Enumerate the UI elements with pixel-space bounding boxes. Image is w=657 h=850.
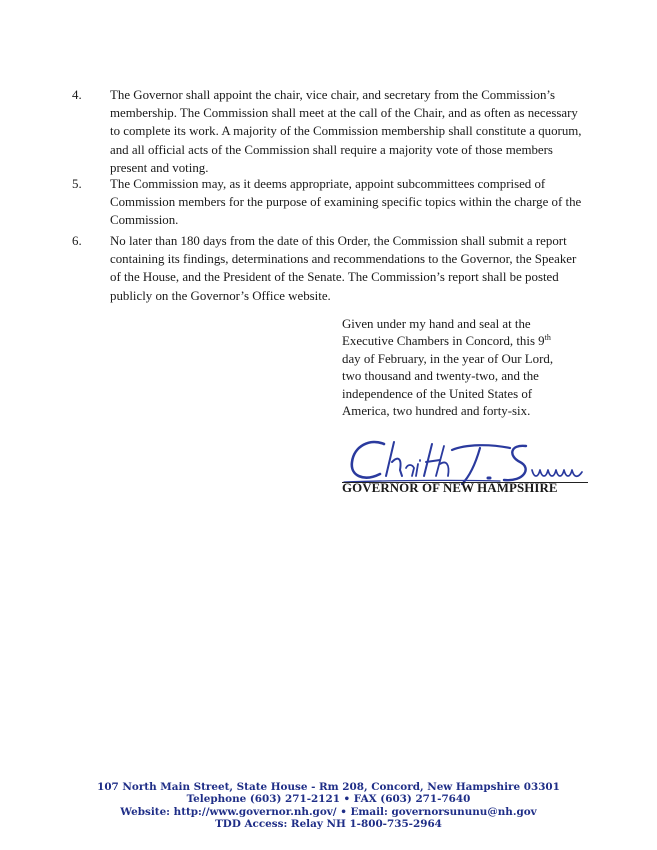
closing-line: independence of the United States of: [342, 386, 533, 401]
item-number: 5.: [72, 177, 82, 191]
footer-tdd: TDD Access: Relay NH 1-800-735-2964: [215, 817, 442, 830]
closing-line-text: Executive Chambers in Concord, this 9: [342, 334, 545, 349]
footer-phone: Telephone (603) 271-2121 • FAX (603) 271-7640: [186, 793, 471, 806]
footer-address: 107 North Main Street, State House - Rm 208, Concord, New Hampshire 03301: [97, 781, 560, 793]
footer-web-email: Website: http://www.governor.nh.gov/ • Email: governorsununu@nh.gov: [120, 805, 537, 818]
signatory-title: GOVERNOR OF NEW HAMPSHIRE: [342, 481, 558, 495]
item-text: The Governor shall appoint the chair, vice chair, and secretary from the Commission’s membership. The Commission shall meet at the call of the Chair, and as often as necessary to complete its work. A majority of the Commission membership shall constitute a quorum, and all official acts of the Commission shall require a majority vote of those members present and voting.: [110, 88, 582, 175]
closing-statement: [342, 316, 612, 420]
item-number: 4.: [72, 88, 82, 102]
closing-line: America, two hundred and forty-six.: [342, 404, 531, 419]
closing-line: Given under my hand and seal at the: [342, 317, 531, 331]
footer-contact: [0, 781, 657, 830]
closing-line: two thousand and twenty-two, and the: [342, 369, 539, 384]
item-number: 6.: [72, 234, 82, 248]
closing-line: [342, 333, 612, 350]
item-text: The Commission may, as it deems appropriate, appoint subcommittees comprised of Commission members for the purpose of examining specific topics within the charge of the Commission.: [110, 177, 582, 228]
ordinal-suffix: th: [544, 333, 551, 343]
closing-line: day of February, in the year of Our Lord,: [342, 351, 554, 366]
item-text: No later than 180 days from the date of this Order, the Commission shall submit a report containing its findings, determinations and recommendations to the Governor, the Speaker of the House, and the President of the Senate. The Commission’s report shall be posted publicly on the Governor’s Office website.: [110, 234, 577, 303]
